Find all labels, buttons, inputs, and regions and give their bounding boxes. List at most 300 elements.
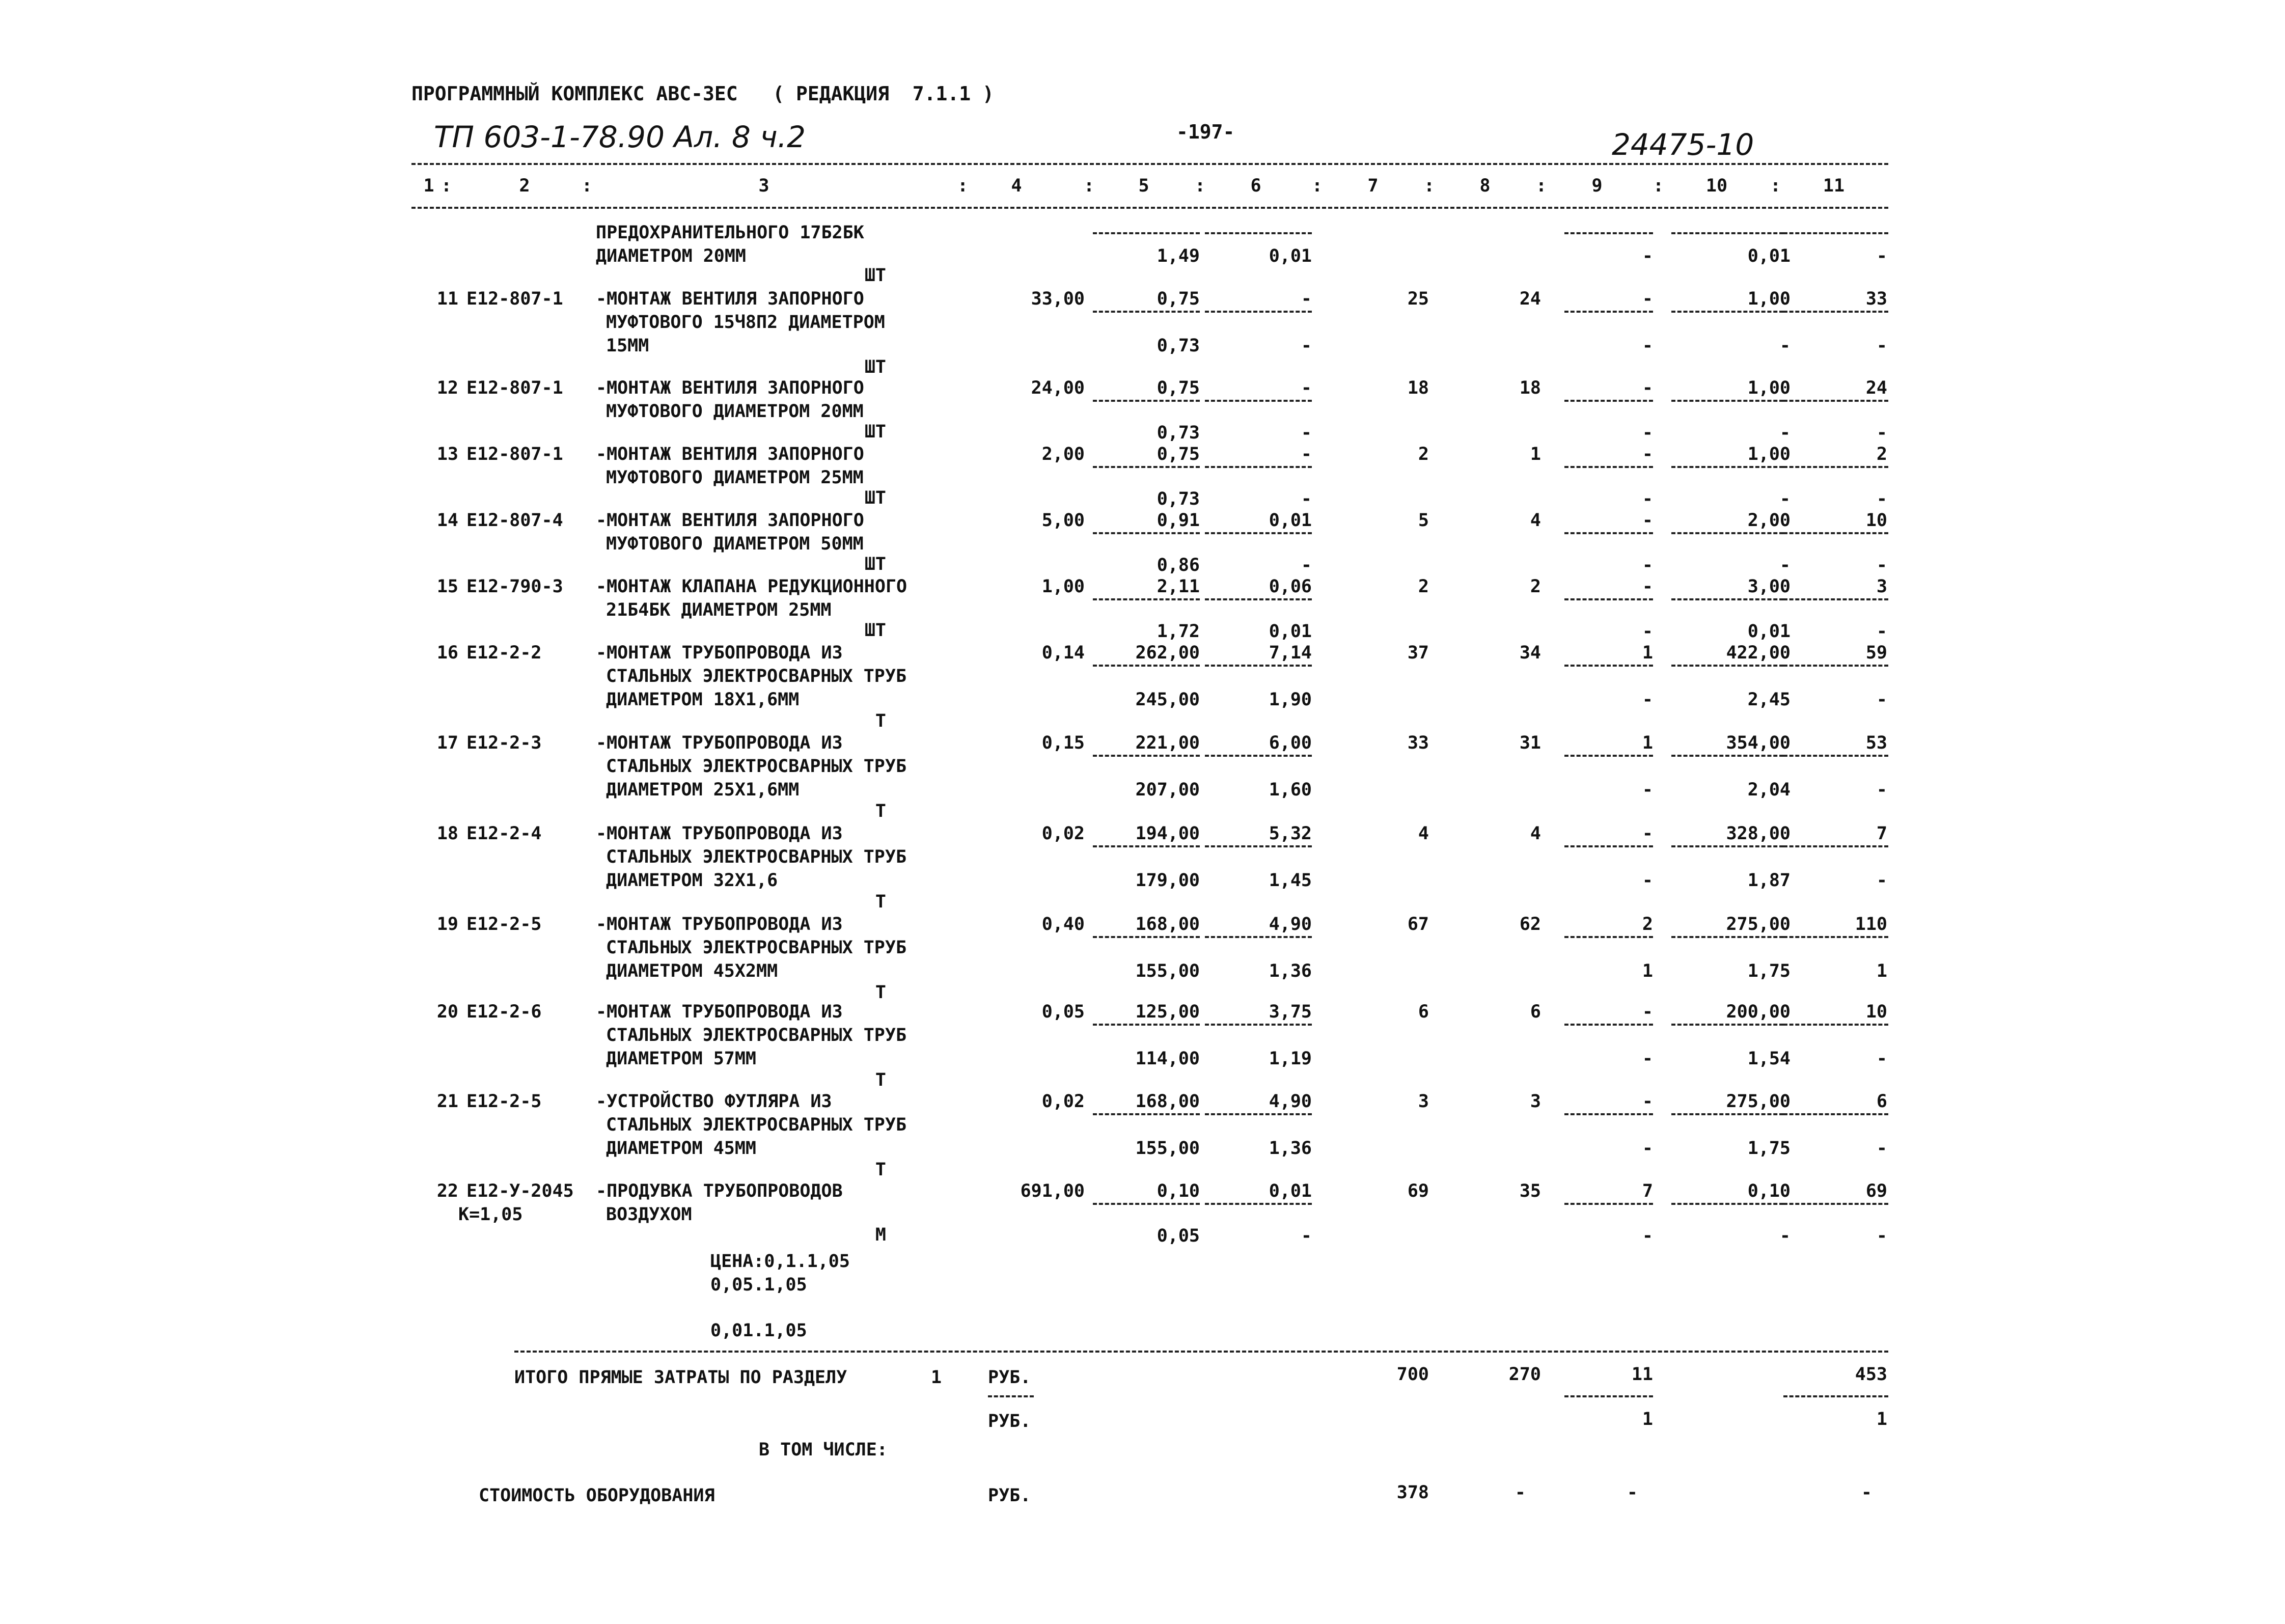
unit-label: ШТ xyxy=(864,265,886,286)
sub-value-rule xyxy=(1205,400,1312,402)
sub-s10: - xyxy=(1779,555,1791,575)
cell-c7: 5 xyxy=(1418,510,1429,531)
sub-s5: 179,00 xyxy=(1135,870,1200,891)
sub-value-rule xyxy=(1671,936,1783,938)
sub-s9: - xyxy=(1642,870,1653,891)
col-separator: : xyxy=(1424,176,1435,196)
including-label: В ТОМ ЧИСЛЕ: xyxy=(759,1440,888,1460)
sub-value-rule xyxy=(1564,1203,1653,1205)
sub-s10: - xyxy=(1779,336,1791,356)
sub-s11: - xyxy=(1876,1226,1887,1246)
sub-value-rule xyxy=(1564,466,1653,468)
sub-s11: - xyxy=(1876,489,1887,509)
program-header: ПРОГРАММНЫЙ КОМПЛЕКС АВС-3ЕС ( РЕДАКЦИЯ 7.1.1 ) xyxy=(411,82,994,105)
row-number: 21 xyxy=(436,1091,458,1112)
sub-s9: - xyxy=(1642,1049,1653,1069)
cell-c5: 0,75 xyxy=(1157,378,1200,398)
work-description: -МОНТАЖ КЛАПАНА РЕДУКЦИОННОГО xyxy=(596,576,907,597)
cell-c5: 0,75 xyxy=(1157,444,1200,464)
sub-s6: 1,90 xyxy=(1269,690,1312,710)
work-description: -МОНТАЖ ТРУБОПРОВОДА ИЗ xyxy=(596,1002,843,1022)
sub-s11: - xyxy=(1876,1049,1887,1069)
cell-c11: 10 xyxy=(1865,1002,1887,1022)
rate-code: Е12-807-1 xyxy=(466,289,563,309)
sub-s5: 155,00 xyxy=(1135,1138,1200,1159)
cell-c9: - xyxy=(1642,444,1653,464)
sub-s11: - xyxy=(1876,1138,1887,1159)
cell-c11: 33 xyxy=(1865,289,1887,309)
rate-code: Е12-2-3 xyxy=(466,733,542,753)
sub-value-rule xyxy=(1205,936,1312,938)
totals-unit-2: РУБ. xyxy=(988,1411,1031,1432)
cell-c10: 1,00 xyxy=(1747,444,1791,464)
sub-value-rule xyxy=(1783,466,1888,468)
header-rule-top xyxy=(411,163,1888,165)
col-header-10: 10 xyxy=(1705,176,1728,196)
cell-c10: 3,00 xyxy=(1747,576,1791,597)
totals-unit-rule xyxy=(988,1395,1034,1397)
cell-c4: 1,00 xyxy=(1041,576,1085,597)
sub-value-rule xyxy=(1783,532,1888,534)
work-description: СТАЛЬНЫХ ЭЛЕКТРОСВАРНЫХ ТРУБ xyxy=(606,1025,907,1045)
work-description: ДИАМЕТРОМ 57ММ xyxy=(606,1049,757,1069)
cell-c4: 691,00 xyxy=(1020,1181,1085,1201)
sub-value-rule xyxy=(1564,311,1653,313)
sub-value-rule xyxy=(1205,845,1312,847)
sub-value-rule xyxy=(1093,1113,1200,1115)
sub-value-rule xyxy=(1783,1024,1888,1026)
cell-c9: - xyxy=(1642,1002,1653,1022)
col-header-6: 6 xyxy=(1250,176,1261,196)
sub-s11: - xyxy=(1876,423,1887,443)
totals-col7: 700 xyxy=(1396,1364,1429,1385)
work-description: СТАЛЬНЫХ ЭЛЕКТРОСВАРНЫХ ТРУБ xyxy=(606,756,907,777)
cell-c11: 59 xyxy=(1865,643,1887,663)
col-header-2: 2 xyxy=(519,176,530,196)
sub-s5: 0,86 xyxy=(1157,555,1200,575)
row-number: 22 xyxy=(436,1181,458,1201)
equipment-label: СТОИМОСТЬ ОБОРУДОВАНИЯ xyxy=(479,1485,715,1506)
sub-value-rule xyxy=(1671,598,1783,600)
sub-value-rule xyxy=(1564,532,1653,534)
sub-value-rule xyxy=(1093,598,1200,600)
cell-c8: 4 xyxy=(1530,510,1541,531)
sub-s11: - xyxy=(1876,780,1887,800)
sub-value-rule xyxy=(1205,598,1312,600)
sub-value-rule xyxy=(1093,400,1200,402)
sub-value-rule xyxy=(1564,755,1653,757)
row-number: 13 xyxy=(436,444,458,464)
sub-s5: 245,00 xyxy=(1135,690,1200,710)
sub-value-rule xyxy=(1205,232,1312,234)
work-description: -МОНТАЖ ТРУБОПРОВОДА ИЗ xyxy=(596,733,843,753)
col-header-11: 11 xyxy=(1823,176,1845,196)
equipment-unit: РУБ. xyxy=(988,1485,1031,1506)
col-header-7: 7 xyxy=(1367,176,1379,196)
sub-value-rule xyxy=(1205,311,1312,313)
sub-value-rule xyxy=(1205,665,1312,667)
cell-c6: - xyxy=(1301,378,1312,398)
cell-c9: - xyxy=(1642,1091,1653,1112)
cell-c4: 0,02 xyxy=(1041,823,1085,844)
col-separator: : xyxy=(441,176,452,196)
unit-label: М xyxy=(875,1225,886,1245)
row-number: 19 xyxy=(436,914,458,934)
work-description: -ПРОДУВКА ТРУБОПРОВОДОВ xyxy=(596,1181,843,1201)
rate-code: Е12-2-4 xyxy=(466,823,542,844)
sub-s6: - xyxy=(1301,555,1312,575)
rate-code: Е12-У-2045 xyxy=(466,1181,574,1201)
cell-c11: 53 xyxy=(1865,733,1887,753)
work-description: МУФТОВОГО ДИАМЕТРОМ 25ММ xyxy=(606,467,864,488)
totals-col11: 453 xyxy=(1855,1364,1887,1385)
cell-c8: 1 xyxy=(1530,444,1541,464)
cell-c8: 3 xyxy=(1530,1091,1541,1112)
cell-c5: 262,00 xyxy=(1135,643,1200,663)
cell-c7: 18 xyxy=(1407,378,1429,398)
work-description: -МОНТАЖ ТРУБОПРОВОДА ИЗ xyxy=(596,643,843,663)
work-description: 21Б4БК ДИАМЕТРОМ 25ММ xyxy=(606,600,832,620)
sub-s9: - xyxy=(1642,1226,1653,1246)
sub-s6: 0,01 xyxy=(1269,621,1312,642)
sub-s11: - xyxy=(1876,555,1887,575)
sub-s5: 0,73 xyxy=(1157,423,1200,443)
sub-value-rule xyxy=(1564,936,1653,938)
rate-code: Е12-2-2 xyxy=(466,643,542,663)
cell-c9: 7 xyxy=(1642,1181,1653,1201)
cell-c11: 69 xyxy=(1865,1181,1887,1201)
col-separator: : xyxy=(582,176,593,196)
cell-c9: - xyxy=(1642,289,1653,309)
sub-value-rule xyxy=(1093,466,1200,468)
totals-sub-col9: 1 xyxy=(1642,1409,1653,1429)
sub-s9: - xyxy=(1642,780,1653,800)
sub-value-rule xyxy=(1783,1113,1888,1115)
sub-s6: 1,36 xyxy=(1269,1138,1312,1159)
price-note: 0,05.1,05 xyxy=(710,1275,807,1295)
cell-c9: - xyxy=(1642,576,1653,597)
row-number: 12 xyxy=(436,378,458,398)
cell-c6: 4,90 xyxy=(1269,1091,1312,1112)
row-number: 16 xyxy=(436,643,458,663)
work-description: -МОНТАЖ ТРУБОПРОВОДА ИЗ xyxy=(596,914,843,934)
cell-c11: 2 xyxy=(1876,444,1887,464)
sub-value-rule xyxy=(1671,466,1783,468)
sub-value-rule xyxy=(1093,665,1200,667)
cell-c5: 2,11 xyxy=(1157,576,1200,597)
work-description: ДИАМЕТРОМ 32Х1,6 xyxy=(606,870,778,891)
sub-s10: 2,45 xyxy=(1747,690,1791,710)
sub-value-rule xyxy=(1205,1113,1312,1115)
unit-label: Т xyxy=(875,1160,886,1180)
sub-s5: 0,73 xyxy=(1157,336,1200,356)
col-header-3: 3 xyxy=(758,176,769,196)
totals-label: ИТОГО ПРЯМЫЕ ЗАТРАТЫ ПО РАЗДЕЛУ xyxy=(514,1367,847,1388)
cell-c11: 110 xyxy=(1855,914,1887,934)
work-description: -МОНТАЖ ВЕНТИЛЯ ЗАПОРНОГО xyxy=(596,378,864,398)
sub-value-rule xyxy=(1564,598,1653,600)
sub-value-rule xyxy=(1671,232,1783,234)
cell-c7: 2 xyxy=(1418,576,1429,597)
unit-label: Т xyxy=(875,801,886,821)
cell-c7: 25 xyxy=(1407,289,1429,309)
sub-s6: 1,19 xyxy=(1269,1049,1312,1069)
sub-value-rule xyxy=(1205,1024,1312,1026)
cell-c4: 0,02 xyxy=(1041,1091,1085,1112)
continued-description: ДИАМЕТРОМ 20ММ xyxy=(596,246,747,266)
cell-c10: 1,00 xyxy=(1747,289,1791,309)
cell-c10: 328,00 xyxy=(1726,823,1791,844)
cell-c5: 0,91 xyxy=(1157,510,1200,531)
unit-label: ШТ xyxy=(864,620,886,641)
cell-c4: 0,40 xyxy=(1041,914,1085,934)
row-number: 15 xyxy=(436,576,458,597)
sub-value-rule xyxy=(1671,400,1783,402)
work-description: СТАЛЬНЫХ ЭЛЕКТРОСВАРНЫХ ТРУБ xyxy=(606,666,907,686)
sub-s10: 2,04 xyxy=(1747,780,1791,800)
sub-value-rule xyxy=(1093,845,1200,847)
sub-value-rule xyxy=(1564,1024,1653,1026)
cell-c8: 31 xyxy=(1519,733,1541,753)
cell-c4: 0,14 xyxy=(1041,643,1085,663)
cell-c4: 0,05 xyxy=(1041,1002,1085,1022)
col-separator: : xyxy=(1084,176,1095,196)
sub-value-rule xyxy=(1093,1203,1200,1205)
sub-s11: 1 xyxy=(1876,961,1887,981)
cell-c9: - xyxy=(1642,378,1653,398)
row-number: 11 xyxy=(436,289,458,309)
work-description: МУФТОВОГО 15Ч8П2 ДИАМЕТРОМ xyxy=(606,312,885,333)
sub-value-rule xyxy=(1671,532,1783,534)
rate-code: Е12-807-1 xyxy=(466,378,563,398)
cell-c7: 33 xyxy=(1407,733,1429,753)
cell-c7: 69 xyxy=(1407,1181,1429,1201)
equipment-col8: - xyxy=(1515,1482,1526,1503)
cell-c8: 6 xyxy=(1530,1002,1541,1022)
sub-value-rule xyxy=(1783,598,1888,600)
cell-c8: 34 xyxy=(1519,643,1541,663)
col-separator: : xyxy=(1195,176,1206,196)
rate-coefficient: К=1,05 xyxy=(458,1204,523,1225)
cell-c8: 4 xyxy=(1530,823,1541,844)
unit-label: ШТ xyxy=(864,422,886,442)
sub-value-rule xyxy=(1671,845,1783,847)
work-description: 15ММ xyxy=(606,336,649,356)
work-description: СТАЛЬНЫХ ЭЛЕКТРОСВАРНЫХ ТРУБ xyxy=(606,938,907,958)
cell-c11: 6 xyxy=(1876,1091,1887,1112)
unit-label: Т xyxy=(875,892,886,912)
cell-c6: 5,32 xyxy=(1269,823,1312,844)
cell-c10: 0,01 xyxy=(1747,246,1791,266)
cell-c6: 7,14 xyxy=(1269,643,1312,663)
cell-c5: 168,00 xyxy=(1135,1091,1200,1112)
sub-value-rule xyxy=(1783,755,1888,757)
cell-c9: - xyxy=(1642,823,1653,844)
cell-c9: 2 xyxy=(1642,914,1653,934)
col-separator: : xyxy=(1536,176,1547,196)
sub-value-rule xyxy=(1671,1113,1783,1115)
work-description: -МОНТАЖ ВЕНТИЛЯ ЗАПОРНОГО xyxy=(596,289,864,309)
work-description: МУФТОВОГО ДИАМЕТРОМ 20ММ xyxy=(606,401,864,422)
sub-s5: 155,00 xyxy=(1135,961,1200,981)
sub-value-rule xyxy=(1671,311,1783,313)
sub-s11: - xyxy=(1876,870,1887,891)
col-separator: : xyxy=(1312,176,1323,196)
sub-s10: - xyxy=(1779,423,1791,443)
sub-s9: - xyxy=(1642,621,1653,642)
cell-c11: 3 xyxy=(1876,576,1887,597)
totals-rule xyxy=(514,1351,1888,1353)
sub-s10: 1,75 xyxy=(1747,961,1791,981)
col-separator: : xyxy=(957,176,969,196)
totals-col8: 270 xyxy=(1508,1364,1541,1385)
cell-c5: 1,49 xyxy=(1157,246,1200,266)
sub-s9: - xyxy=(1642,1138,1653,1159)
sub-s6: 1,36 xyxy=(1269,961,1312,981)
sub-value-rule xyxy=(1783,1203,1888,1205)
sub-value-rule xyxy=(1564,232,1653,234)
sub-value-rule xyxy=(1093,936,1200,938)
work-description: СТАЛЬНЫХ ЭЛЕКТРОСВАРНЫХ ТРУБ xyxy=(606,1115,907,1135)
sub-s11: - xyxy=(1876,621,1887,642)
cell-c10: 200,00 xyxy=(1726,1002,1791,1022)
cell-c4: 33,00 xyxy=(1031,289,1085,309)
cell-c4: 0,15 xyxy=(1041,733,1085,753)
sub-value-rule xyxy=(1783,400,1888,402)
header-rule-bottom xyxy=(411,207,1888,209)
cell-c8: 24 xyxy=(1519,289,1541,309)
cell-c4: 5,00 xyxy=(1041,510,1085,531)
row-number: 20 xyxy=(436,1002,458,1022)
totals-section: 1 xyxy=(931,1367,942,1388)
sub-value-rule xyxy=(1564,1113,1653,1115)
work-description: -МОНТАЖ ВЕНТИЛЯ ЗАПОРНОГО xyxy=(596,444,864,464)
price-note: ЦЕНА:0,1.1,05 xyxy=(710,1251,850,1272)
col-separator: : xyxy=(1653,176,1664,196)
cell-c9: 1 xyxy=(1642,643,1653,663)
sub-s11: - xyxy=(1876,336,1887,356)
cell-c7: 3 xyxy=(1418,1091,1429,1112)
sub-value-rule xyxy=(1205,1203,1312,1205)
sub-value-rule xyxy=(1093,532,1200,534)
col-separator: : xyxy=(1770,176,1781,196)
unit-label: Т xyxy=(875,711,886,731)
work-description: -УСТРОЙСТВО ФУТЛЯРА ИЗ xyxy=(596,1091,832,1112)
cell-c8: 62 xyxy=(1519,914,1541,934)
cell-c6: 0,01 xyxy=(1269,1181,1312,1201)
sub-value-rule xyxy=(1564,400,1653,402)
sub-s6: 1,45 xyxy=(1269,870,1312,891)
cell-c6: 0,01 xyxy=(1269,246,1312,266)
cell-c10: 275,00 xyxy=(1726,914,1791,934)
cell-c7: 6 xyxy=(1418,1002,1429,1022)
work-description: СТАЛЬНЫХ ЭЛЕКТРОСВАРНЫХ ТРУБ xyxy=(606,847,907,867)
sub-s9: - xyxy=(1642,489,1653,509)
sub-value-rule xyxy=(1783,845,1888,847)
cell-c11: 10 xyxy=(1865,510,1887,531)
totals-sub-col11: 1 xyxy=(1876,1409,1887,1429)
sub-value-rule xyxy=(1205,466,1312,468)
cell-c8: 18 xyxy=(1519,378,1541,398)
cell-c5: 168,00 xyxy=(1135,914,1200,934)
sub-s9: - xyxy=(1642,690,1653,710)
unit-label: ШТ xyxy=(864,554,886,574)
cell-c11: 7 xyxy=(1876,823,1887,844)
sub-value-rule xyxy=(1205,532,1312,534)
cell-c6: 0,01 xyxy=(1269,510,1312,531)
cell-c5: 125,00 xyxy=(1135,1002,1200,1022)
cell-c10: 422,00 xyxy=(1726,643,1791,663)
work-description: ВОЗДУХОМ xyxy=(606,1204,692,1225)
sub-value-rule xyxy=(1093,232,1200,234)
price-note: 0,01.1,05 xyxy=(710,1320,807,1341)
rate-code: Е12-2-5 xyxy=(466,914,542,934)
cell-c6: 4,90 xyxy=(1269,914,1312,934)
cell-c10: 0,10 xyxy=(1747,1181,1791,1201)
sub-s9: 1 xyxy=(1642,961,1653,981)
cell-c10: 1,00 xyxy=(1747,378,1791,398)
unit-label: ШТ xyxy=(864,357,886,377)
sub-s9: - xyxy=(1642,555,1653,575)
totals-col9-rule xyxy=(1564,1395,1653,1397)
work-description: -МОНТАЖ ВЕНТИЛЯ ЗАПОРНОГО xyxy=(596,510,864,531)
sub-value-rule xyxy=(1671,755,1783,757)
cell-c6: 0,06 xyxy=(1269,576,1312,597)
work-description: ДИАМЕТРОМ 45ММ xyxy=(606,1138,757,1159)
cell-c4: 2,00 xyxy=(1041,444,1085,464)
cell-c6: 3,75 xyxy=(1269,1002,1312,1022)
sub-s10: - xyxy=(1779,1226,1791,1246)
cell-c7: 37 xyxy=(1407,643,1429,663)
sub-s9: - xyxy=(1642,423,1653,443)
sub-s6: - xyxy=(1301,336,1312,356)
cell-c5: 194,00 xyxy=(1135,823,1200,844)
sub-s10: 1,75 xyxy=(1747,1138,1791,1159)
rate-code: Е12-807-4 xyxy=(466,510,563,531)
sub-s5: 0,05 xyxy=(1157,1226,1200,1246)
sub-value-rule xyxy=(1671,665,1783,667)
work-description: -МОНТАЖ ТРУБОПРОВОДА ИЗ xyxy=(596,823,843,844)
rate-code: Е12-2-5 xyxy=(466,1091,542,1112)
sub-s11: - xyxy=(1876,690,1887,710)
sub-value-rule xyxy=(1564,845,1653,847)
sub-s10: 1,87 xyxy=(1747,870,1791,891)
sub-value-rule xyxy=(1783,665,1888,667)
sub-s5: 1,72 xyxy=(1157,621,1200,642)
sub-value-rule xyxy=(1783,311,1888,313)
cell-c11: - xyxy=(1876,246,1887,266)
sub-value-rule xyxy=(1205,755,1312,757)
sub-s6: - xyxy=(1301,489,1312,509)
work-description: ДИАМЕТРОМ 25Х1,6ММ xyxy=(606,780,800,800)
cell-c7: 67 xyxy=(1407,914,1429,934)
totals-col11-rule xyxy=(1783,1395,1888,1397)
continued-description: ПРЕДОХРАНИТЕЛЬНОГО 17Б2БК xyxy=(596,223,864,243)
col-header-9: 9 xyxy=(1591,176,1603,196)
work-description: ДИАМЕТРОМ 45Х2ММ xyxy=(606,961,778,981)
cell-c6: - xyxy=(1301,289,1312,309)
sub-value-rule xyxy=(1093,1024,1200,1026)
sub-value-rule xyxy=(1671,1203,1783,1205)
sub-value-rule xyxy=(1093,755,1200,757)
sub-s5: 114,00 xyxy=(1135,1049,1200,1069)
cell-c7: 4 xyxy=(1418,823,1429,844)
cell-c10: 354,00 xyxy=(1726,733,1791,753)
document-number: 24475-10 xyxy=(1612,127,1754,162)
sub-s9: - xyxy=(1642,336,1653,356)
sub-s6: 1,60 xyxy=(1269,780,1312,800)
sub-s6: - xyxy=(1301,423,1312,443)
